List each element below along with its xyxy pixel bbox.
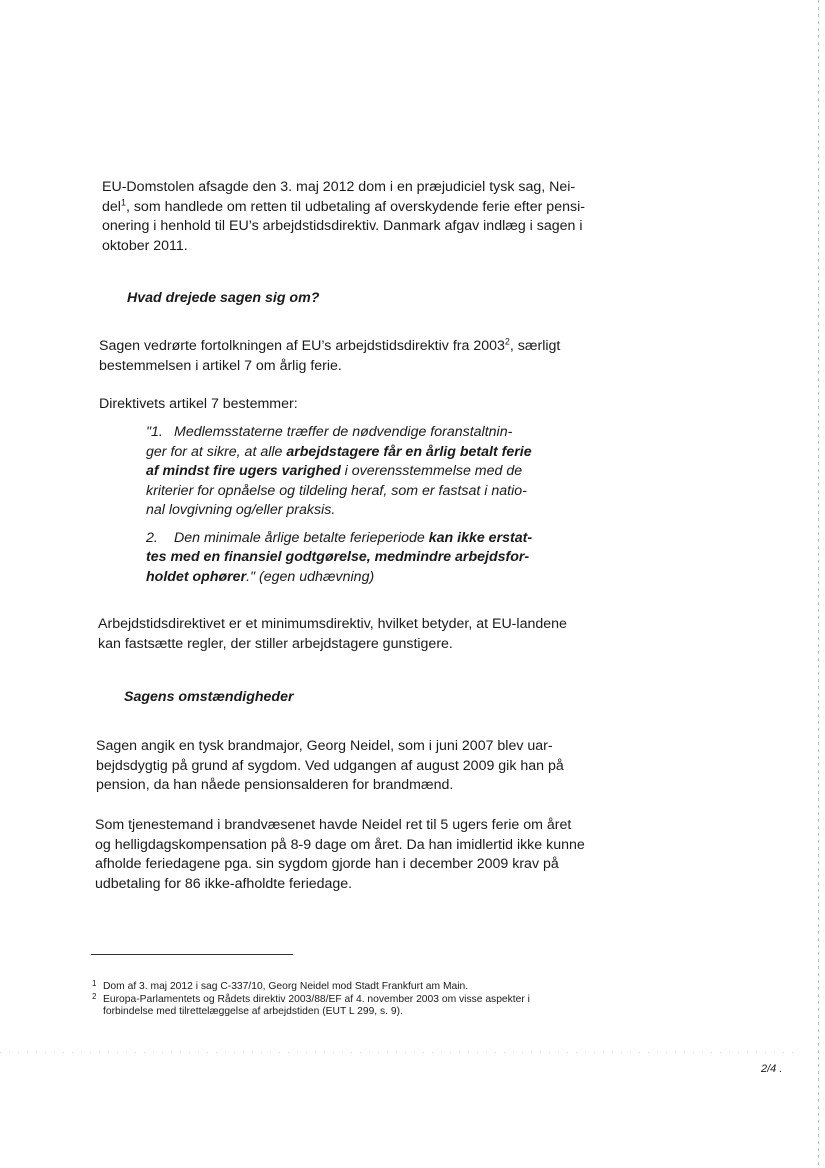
quote-line: tes med en finansiel godtgørelse, medmindre arbejdsfor- xyxy=(146,549,530,565)
quoted-article xyxy=(146,423,532,587)
quote-line: "1. Medlemsstaterne træffer de nødvendige foranstaltnin- xyxy=(146,424,513,440)
footnote xyxy=(92,991,530,1019)
text-line: Sagen vedrørte fortolkningen af EU’s arbejdstidsdirektiv fra 2003$^2$, særligt xyxy=(99,336,561,354)
lead-in-paragraph xyxy=(99,395,579,415)
section-heading: Hvad drejede sagen sig om? xyxy=(127,290,320,306)
text-line: og helligdagskompensation på 8-9 dage om året. Da han imidlertid ikke kunne xyxy=(95,836,585,853)
footnote-mark: 2 xyxy=(92,991,97,1001)
footnotes xyxy=(92,981,530,1019)
quote-line: kriterier for opnåelse og tildeling heraf, som er fastsat i natio- xyxy=(146,482,527,499)
footnote-ref: 2 xyxy=(504,336,510,347)
quote-line: holdet ophører." (egen udhævning) xyxy=(146,568,375,585)
scan-artifact-line xyxy=(0,1052,800,1053)
text-line: Som tjenestemand i brandvæsenet havde Neidel ret til 5 ugers ferie om året xyxy=(95,817,572,833)
footnote-text: Dom af 3. maj 2012 i sag C-337/10, Georg Neidel mod Stadt Frankfurt am Main. xyxy=(103,981,469,992)
footnote-ref: 1 xyxy=(120,196,126,207)
facts-paragraph xyxy=(96,737,576,796)
text-line: Arbejdstidsdirektivet er et minimumsdirektiv, hvilket betyder, at EU-landene xyxy=(98,616,567,632)
footnote-separator xyxy=(91,954,293,955)
scan-edge xyxy=(818,0,819,1168)
text-line: kan fastsætte regler, der stiller arbejdstagere gunstigere. xyxy=(98,635,453,652)
context-paragraph xyxy=(99,337,579,376)
text-line: del$^1$, som handlede om retten til udbetaling af overskydende ferie efter pensi- xyxy=(102,196,585,215)
text-line: bestemmelsen i artikel 7 om årlig ferie. xyxy=(99,357,342,374)
text-line: Direktivets artikel 7 bestemmer: xyxy=(99,396,298,412)
page-number: 2/4 . xyxy=(761,1063,783,1075)
section-heading: Sagens omstændigheder xyxy=(124,689,294,705)
text-line: bejdsdygtig på grund af sygdom. Ved udgangen af august 2009 gik han på xyxy=(96,757,564,774)
intro-paragraph xyxy=(102,178,585,256)
text-line: onering i henhold til EU’s arbejdstidsdirektiv. Danmark afgav indlæg i sagen i xyxy=(102,218,583,234)
footnote-text: forbindelse med tilrettelæggelse af arbejdstiden (EUT L 299, s. 9). xyxy=(103,1006,403,1017)
quote-line: af mindst fire ugers varighed i overensstemmelse med de xyxy=(146,463,523,479)
minimum-directive-paragraph xyxy=(98,615,578,654)
text-line: EU-Domstolen afsagde den 3. maj 2012 dom i en præjudiciel tysk sag, Nei- xyxy=(102,179,576,195)
quote-line: ger for at sikre, at alle arbejdstagere får en årlig betalt ferie xyxy=(146,443,532,460)
claim-paragraph xyxy=(95,816,585,894)
footnote-text: Europa-Parlamentets og Rådets direktiv 2003/88/EF af 4. november 2003 om visse aspekter i xyxy=(103,993,530,1005)
text-line: Sagen angik en tysk brandmajor, Georg Neidel, som i juni 2007 blev uar- xyxy=(96,738,553,754)
footnote-mark: 1 xyxy=(92,979,97,988)
footnote xyxy=(92,981,530,994)
text-line: pension, da han nåede pensionsalderen for brandmænd. xyxy=(96,777,454,793)
text-line: oktober 2011. xyxy=(102,237,188,254)
quote-line: nal lovgivning og/eller praksis. xyxy=(146,502,336,518)
quote-line: 2. Den minimale årlige betalte ferieperiode kan ikke erstat- xyxy=(146,529,533,546)
text-line: afholde feriedagene pga. sin sygdom gjorde han i december 2009 krav på xyxy=(95,856,559,872)
text-line: udbetaling for 86 ikke-afholdte feriedage. xyxy=(95,875,353,892)
